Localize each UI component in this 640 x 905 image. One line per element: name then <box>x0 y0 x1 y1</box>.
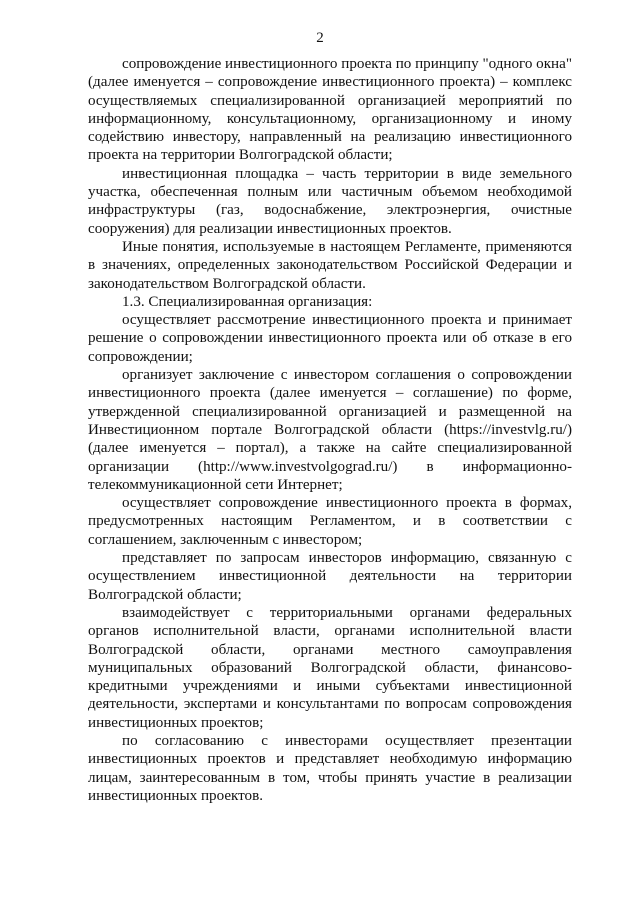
paragraph-information: представляет по запросам инвесторов информацию, связанную с осуществлением инвестиционной деятельности на территории Волгоградской области; <box>88 550 572 603</box>
paragraph-definition-site: инвестиционная площадка – часть территории в виде земельного участка, обеспеченная полным или частичным объемом необходимой инфраструктуры (газ, водоснабжение, электроэнергия, очистные сооружения) для реализации инвестиционных проектов. <box>88 165 572 237</box>
paragraph-agreement: организует заключение с инвестором соглашения о сопровождении инвестиционного проекта (далее именуется – соглашение) по форме, утвержденной специализированной организацией и размещенной на Инвестиционном портале Волгоградской области (https://investvlg.ru/) (далее именуется – портал), а также на сайте специализированной организации (http://www.investvolgograd.ru/) в информационно-телекоммуникационной сети Интернет; <box>88 367 572 493</box>
paragraph-interaction: взаимодействует с территориальными органами федеральных органов исполнительной власти, органами исполнительной власти Волгоградской области, органами местного самоуправления муниципальных образований Волгоградской области, финансово-кредитными учреждениями и иными субъектами инвестиционной деятельности, экспертами и консультантами по вопросам сопровождения инвестиционных проектов; <box>88 604 572 731</box>
paragraph-definition-support: сопровождение инвестиционного проекта по принципу "одного окна" (далее именуется – сопровождение инвестиционного проекта) – комплекс осуществляемых специализированной организацией мероприятий по информационному, консультационному, организационному и иному содействию инвестору, направленный на реализацию инвестиционного проекта на территории Волгоградской области; <box>88 56 572 164</box>
section-heading-1-3: 1.3. Специализированная организация: <box>122 293 373 310</box>
paragraph-support-forms: осуществляет сопровождение инвестиционного проекта в формах, предусмотренных настоящим Регламентом, и в соответствии с соглашением, заключенным с инвестором; <box>88 495 572 548</box>
paragraph-other-terms: Иные понятия, используемые в настоящем Регламенте, применяются в значениях, определенных законодательством Российской Федерации и законодательством Волгоградской области. <box>88 238 572 292</box>
document-body <box>88 55 572 805</box>
paragraph-presentations: по согласованию с инвесторами осуществляет презентации инвестиционных проектов и представляет необходимую информацию лицам, заинтересованным в том, чтобы принять участие в реализации инвестиционных проектов. <box>88 732 572 804</box>
page-number: 2 <box>316 30 324 46</box>
paragraph-review-project: осуществляет рассмотрение инвестиционного проекта и принимает решение о сопровождении инвестиционного проекта или об отказе в его сопровождении; <box>88 312 572 365</box>
